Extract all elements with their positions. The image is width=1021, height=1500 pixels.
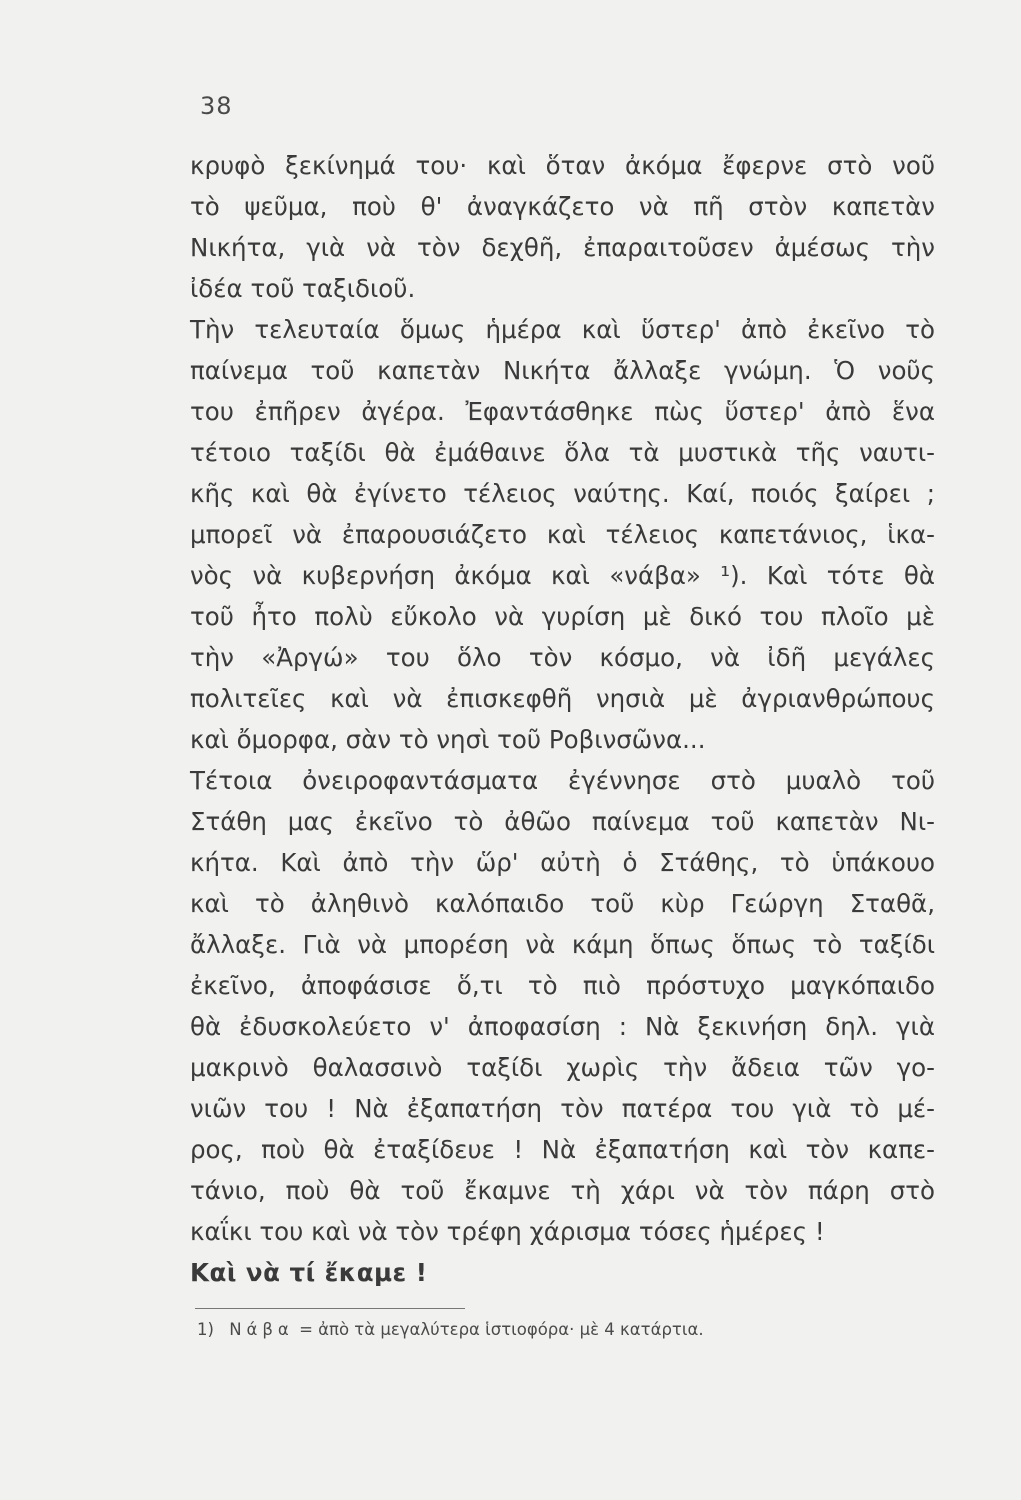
body-text [190, 145, 935, 1293]
text-line: πολιτεῖες καὶ νὰ ἐπισκεφθῆ νησιὰ μὲ ἀγριανθρώπους [190, 684, 935, 713]
text-line: κρυφὸ ξεκίνημά του· καὶ ὅταν ἀκόμα ἔφερνε στὸ νοῦ [190, 151, 935, 180]
text-line: κῆς καὶ θὰ ἐγίνετο τέλειος ναύτης. Καί, ποιός ξαίρει ; [190, 479, 935, 508]
text-line: καΐκι του καὶ νὰ τὸν τρέφη χάρισμα τόσες ἡμέρες ! [190, 1217, 825, 1246]
text-line: Νικήτα, γιὰ νὰ τὸν δεχθῆ, ἐπαραιτοῦσεν ἀμέσως τὴν [190, 233, 935, 262]
text-line: Στάθη μας ἐκεῖνο τὸ ἀθῶο παίνεμα τοῦ καπετὰν Νι- [190, 807, 935, 836]
text-line: κήτα. Καὶ ἀπὸ τὴν ὥρ' αὐτὴ ὁ Στάθης, τὸ ὑπάκουο [190, 848, 935, 877]
text-line: τὴν «Ἀργώ» του ὅλο τὸν κόσμο, νὰ ἰδῆ μεγάλες [190, 643, 935, 672]
footnote-text: = ἀπὸ τὰ μεγαλύτερα ἱστιοφόρα· μὲ 4 κατάρτια. [299, 1320, 704, 1339]
text-line: ἰδέα τοῦ ταξιδιοῦ. [190, 274, 416, 303]
footnote-term: Νάβα [229, 1320, 294, 1339]
text-line: παίνεμα τοῦ καπετὰν Νικήτα ἄλλαξε γνώμη. Ὁ νοῦς [190, 356, 935, 385]
text-line: νιῶν του ! Νὰ ἐξαπατήση τὸν πατέρα του γιὰ τὸ μέ- [190, 1094, 935, 1123]
footnote [197, 1320, 704, 1339]
text-line: Τὴν τελευταία ὅμως ἡμέρα καὶ ὕστερ' ἀπὸ ἐκεῖνο τὸ [190, 315, 935, 344]
text-line: καὶ ὄμορφα, σὰν τὸ νησὶ τοῦ Ροβινσῶνα... [190, 725, 706, 754]
text-line: του ἐπῆρεν ἀγέρα. Ἐφαντάσθηκε πὼς ὕστερ' ἀπὸ ἕνα [190, 397, 935, 426]
text-line: μακρινὸ θαλασσινὸ ταξίδι χωρὶς τὴν ἄδεια τῶν γο- [190, 1053, 935, 1082]
text-line: καὶ τὸ ἀληθινὸ καλόπαιδο τοῦ κὺρ Γεώργη Σταθᾶ, [190, 889, 935, 918]
text-line: νὸς νὰ κυβερνήση ἀκόμα καὶ «νάβα» ¹). Καὶ τότε θὰ [190, 561, 935, 590]
text-line-bold: Καὶ νὰ τί ἔκαμε ! [190, 1258, 428, 1287]
text-line: τάνιο, ποὺ θὰ τοῦ ἔκαμνε τὴ χάρι νὰ τὸν πάρη στὸ [190, 1176, 935, 1205]
footnote-mark: 1) [197, 1320, 214, 1339]
page-number: 38 [200, 92, 233, 120]
text-line: θὰ ἐδυσκολεύετο ν' ἀποφασίση : Νὰ ξεκινήση δηλ. γιὰ [190, 1012, 935, 1041]
footnote-rule [195, 1308, 465, 1309]
text-line: ἐκεῖνο, ἀποφάσισε ὅ,τι τὸ πιὸ πρόστυχο μαγκόπαιδο [190, 971, 935, 1000]
text-line: ρος, ποὺ θὰ ἐταξίδευε ! Νὰ ἐξαπατήση καὶ τὸν καπε- [190, 1135, 935, 1164]
text-line: τέτοιο ταξίδι θὰ ἐμάθαινε ὅλα τὰ μυστικὰ τῆς ναυτι- [190, 438, 935, 467]
text-line: μπορεῖ νὰ ἐπαρουσιάζετο καὶ τέλειος καπετάνιος, ἱκα- [190, 520, 935, 549]
text-line: τοῦ ἦτο πολὺ εὔκολο νὰ γυρίση μὲ δικό του πλοῖο μὲ [190, 602, 935, 631]
text-line: ἄλλαξε. Γιὰ νὰ μπορέση νὰ κάμη ὅπως ὅπως τὸ ταξίδι [190, 930, 935, 959]
text-line: Τέτοια ὀνειροφαντάσματα ἐγέννησε στὸ μυαλὸ τοῦ [190, 766, 935, 795]
text-line: τὸ ψεῦμα, ποὺ θ' ἀναγκάζετο νὰ πῆ στὸν καπετὰν [190, 192, 935, 221]
